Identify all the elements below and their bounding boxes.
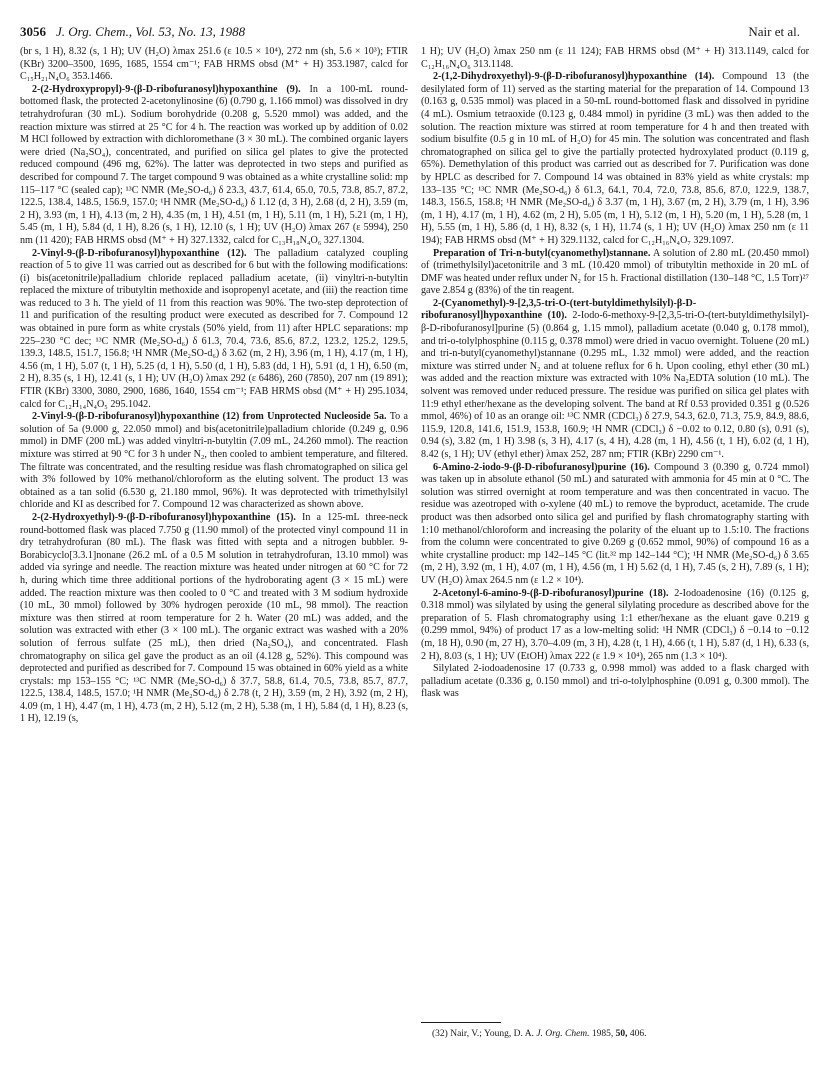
paragraph-text: In a 100-mL round-bottomed flask, the protected 2-acetonylinosine (6) (0.790 g, 1.166 mmol) was dissolved in dry tetrahydrofuran (30 mL). Sodium borohydride (0.208 g, 5.520 mmol) was added, and the reaction mixture was stirred at 25 °C for 4 h. The reaction was worked up by addition of 0.02 M HCl followed by extraction with dichloromethane (3 × 30 mL). The combined organic layers were dried (Na₂SO₄), concentrated, and purified on silica gel plates to give the protected reduced compound (496 mg, 62%). The latter was deprotected in two steps and purified as described for compound 7. The target compound 9 was obtained as a white crystalline solid: mp 115–117 °C (sealed cap); ¹³C NMR (Me₂SO-d₆) δ 23.3, 43.7, 61.4, 65.0, 70.5, 73.8, 85.7, 87.2, 122.5, 138.4, 148.5, 156.9, 157.0; ¹H NMR (Me₂SO-d₆) δ 1.12 (d, 3 H), 2.68 (d, 2 H), 3.59 (m, 2 H), 3.93 (m, 1 H), 4.13 (m, 2 H), 4.35 (m, 1 H), 4.51 (m, 1 H), 5.11 (m, 1 H), 5.21 (m, 1 H), 5.45 (m, 1 H), 5.84 (d, 1 H), 8.26 (s, 1 H), 12.10 (s, 1 H); UV (H₂O) λmax 267 (ε 5994), 250 nm (11 420); FAB HRMS obsd (M⁺ + H) 327.1332, calcd for C₁₃H₁₈N₄O₆ 327.1304. <box>20 83 409 246</box>
paragraph-text: (br s, 1 H), 8.32 (s, 1 H); UV (H₂O) λmax 251.6 (ε 10.5 × 10⁴), 272 nm (sh, 5.6 × 10³); FTIR (KBr) 3200–3500, 1695, 1685, 1554 cm⁻¹; FAB HRMS obsd (M⁺ + H) 353.1987, calcd for C₁₅H₂₁N₄O₆ 353.1466. <box>20 46 408 83</box>
page-number: 3056 <box>20 24 46 39</box>
paragraph-text: Compound 3 (0.390 g, 0.724 mmol) was taken up in absolute ethanol (50 mL) and saturated with ammonia for 45 min at 0 °C. The solution was stirred overnight at room temperature and was then concentrated in vacuo. The residue was azeotroped with o-xylene (40 mL) to remove the byproduct, acetamide. The crude product was then adsorbed onto silica gel and purified by flash chromatography starting with 1:10 methanol/chloroform and increasing the polarity of the eluant up to 1.5:10. The fractions from the column were concentrated to give 0.269 g (0.652 mmol, 90%) of compound 16 as a white crystalline product: mp 142–145 °C (lit.³² mp 142–144 °C); ¹H NMR (Me₂SO-d₆) δ 3.65 (m, 2 H), 3.92 (m, 1 H), 4.07 (m, 1 H), 4.56 (m, 1 H) 5.62 (d, 1 H), 7.45 (s, 2 H), 7.89 (s, 1 H); UV (H₂O) λmax 264.5 nm (ε 1.2 × 10⁴). <box>421 461 809 586</box>
left-column <box>20 46 408 726</box>
footnote-journal: J. Org. Chem. <box>536 1029 590 1039</box>
paragraph <box>421 663 809 701</box>
right-column <box>421 46 809 701</box>
section-heading: 2-(Cyanomethyl)-9-[2,3,5-tri-O-(tert-butyldimethylsilyl)-β-D-ribofuranosyl]hypoxanthine (10). <box>421 297 697 322</box>
paragraph <box>20 512 408 726</box>
footnote-authors: Nair, V.; Young, D. A. <box>450 1029 534 1039</box>
section-heading: 2-(1,2-Dihydroxyethyl)-9-(β-D-ribofuranosyl)hypoxanthine (14). <box>433 71 715 83</box>
footnote <box>432 1028 802 1040</box>
section-heading: Preparation of Tri-n-butyl(cyanomethyl)stannane. <box>433 247 651 259</box>
running-header <box>20 24 800 44</box>
section-heading: 2-(2-Hydroxypropyl)-9-(β-D-ribofuranosyl)hypoxanthine (9). <box>32 83 301 95</box>
footnote-year: 1985, <box>591 1029 614 1039</box>
footnote-marker: (32) <box>432 1029 448 1039</box>
section-heading: 2-Vinyl-9-(β-D-ribofuranosyl)hypoxanthine (12) from Unprotected Nucleoside 5a. <box>32 411 387 423</box>
paragraph <box>421 248 809 298</box>
footnote-volume: 50, <box>615 1029 628 1039</box>
paragraph-text: Silylated 2-iodoadenosine 17 (0.733 g, 0.998 mmol) was added to a flask charged with palladium acetate (0.336 g, 0.150 mmol) and tri-o-tolylphosphine (0.091 g, 0.300 mmol). The flask was <box>421 663 809 700</box>
journal-citation: J. Org. Chem., Vol. 53, No. 13, 1988 <box>56 24 246 39</box>
running-authors: Nair et al. <box>748 24 800 39</box>
paragraph <box>20 248 408 412</box>
paragraph <box>421 588 809 664</box>
paragraph-text: 1 H); UV (H₂O) λmax 250 nm (ε 11 124); FAB HRMS obsd (M⁺ + H) 313.1149, calcd for C₁₂H₁₆N₄O₆ 313.1148. <box>421 46 809 70</box>
section-heading: 2-(2-Hydroxyethyl)-9-(β-D-ribofuranosyl)hypoxanthine (15). <box>32 511 296 523</box>
paragraph <box>421 462 809 588</box>
paragraph-text: To a solution of 5a (9.000 g, 22.050 mmol) and bis(acetonitrile)palladium chloride (0.249 g, 0.96 mmol) in DMF (200 mL) was added vinyltri-n-butyltin (7.09 mL, 24.260 mmol). The reaction mixture was stirred at 90 °C for 3 h under N₂, then cooled to ambient temperature, and filtered. The filtrate was concentrated, and the resulting residue was flash chromatographed on silica gel with 3% followed by 10% methanol/chloroform as the eluting solvent. The product 13 was obtained as a tan solid (6.530 g, 21.180 mmol, 96%). It was deprotected with trimethylsilyl chloride and KI as described for 7. Compound 12 was characterized as shown above. <box>20 411 408 511</box>
paragraph <box>421 46 809 71</box>
paragraph-text: A solution of 2.80 mL (20.450 mmol) of (trimethylsilyl)acetonitrile and 3 mL (10.420 mmol) of tributyltin methoxide in 20 mL of DMF was heated under reflux under N₂ for 15 h. Fractional distillation (130–148 °C, 1.5 Torr)²⁷ gave 2.854 g (83%) of the tin reagent. <box>421 247 809 297</box>
paragraph <box>20 411 408 512</box>
section-heading: 6-Amino-2-iodo-9-(β-D-ribofuranosyl)purine (16). <box>433 461 650 473</box>
paragraph-text: In a 125-mL three-neck round-bottomed flask was placed 7.750 g (11.90 mmol) of the protected vinyl compound 11 in dry tetrahydrofuran (80 mL). The flask was fitted with septa and a nitrogen bubbler. 9-Borabicyclo[3.3.1]nonane (26.2 mL of a 0.5 M solution in tetrahydrofuran, 13.10 mmol) was added via syringe and needle. The reaction mixture was heated under nitrogen at 60 °C for 72 h, during which time three additional portions of the hydroborating agent (3 × 15 mL) were added. The reaction mixture was then cooled to 0 °C and treated with 3 M sodium hydroxide (10 mL, 30 mmol) followed by 30% hydrogen peroxide (10 mL, 98 mmol). The reaction mixture was then stirred at room temperature for 2 h. Water (20 mL) was added, and the solution was extracted with ether (3 × 100 mL). The organic extract was washed with a 20% solution of ferrous sulfate (25 mL), then dried (Na₂SO₄), and concentrated. Flash chromatography on silica gel gave the product as an oil (4.128 g, 52%). This compound was deprotected and purified as described for 7. Compound 15 was obtained in 60% yield as a white crystals: mp 153–155 °C; ¹³C NMR (Me₂SO-d₆) δ 37.7, 58.8, 61.4, 70.5, 73.8, 85.7, 87.7, 122.5, 138.4, 148.5, 157.0; ¹H NMR (Me₂SO-d₆) δ 2.78 (t, 2 H), 3.59 (m, 2 H), 3.92 (m, 2 H), 4.09 (m, 1 H), 4.47 (m, 1 H), 4.73 (m, 2 H), 5.12 (m, 2 H), 5.38 (m, 1 H), 5.84 (d, 1 H), 8.23 (s, 1 H), 12.19 (s, <box>20 511 408 725</box>
paragraph <box>20 46 408 84</box>
paragraph-text: Compound 13 (the desilylated form of 11) served as the starting material for the preparation of 14. Compound 13 (0.163 g, 0.535 mmol) was placed in a 50-mL round-bottomed flask and dissolved in pyridine (4 mL). Osmium tetraoxide (0.123 g, 0.484 mmol) in pyridine (3 mL) was then added to the solution. The reaction mixture was stirred at room temperature for 4 h and then treated with sodium bisulfite (0.5 g in 10 mL of H₂O) for 45 min. The solution was concentrated and flash chromatographed on silica gel to give the partially protected hydroxylated product (0.119 g, 65%). Demethylation of this product was carried out as described for 7. Purification was done by HPLC as described for 7. Compound 14 was obtained in 83% yield as white crystals: mp 133–135 °C; ¹³C NMR (Me₂SO-d₆) δ 61.3, 64.1, 70.4, 72.0, 73.8, 85.6, 87.0, 122.9, 138.7, 148.3, 156.5, 158.8; ¹H NMR (Me₂SO-d₆) δ 3.37 (m, 1 H), 3.67 (m, 2 H), 3.79 (m, 1 H), 3.96 (m, 1 H), 4.17 (m, 1 H), 4.62 (m, 2 H), 5.05 (m, 1 H), 5.12 (m, 1 H), 5.20 (m, 1 H), 5.28 (m, 1 H), 5.55 (m, 1 H), 5.86 (d, 1 H), 8.32 (s, 1 H), 11.74 (s, 1 H); UV (H₂O) λmax 250 nm (ε 11 194); FAB HRMS obsd (M⁺ + H) 329.1132, calcd for C₁₂H₁₆N₄O₇ 329.1097. <box>421 71 809 246</box>
paragraph <box>20 84 408 248</box>
footnote-divider <box>421 1022 501 1023</box>
paragraph <box>421 71 809 247</box>
section-heading: 2-Vinyl-9-(β-D-ribofuranosyl)hypoxanthine (12). <box>32 247 247 259</box>
paragraph-text: 2-Iodoadenosine (16) (0.125 g, 0.318 mmol) was silylated by using the general silylating procedure as described above for the preparation of 5. Flash chromatography using 1:1 ether/hexane as the eluant gave 0.219 g (0.299 mmol, 94%) of product 17 as a low-melting solid: ¹H NMR (CDCl₃) δ −0.14 to −0.12 (m, 18 H), 0.90 (m, 27 H), 3.70–4.09 (m, 3 H), 4.28 (t, 1 H), 4.66 (t, 1 H), 5.87 (d, 1 H), 6.33 (s, 2 H), 8.03 (s, 1 H); UV (EtOH) λmax 222 (ε 1.9 × 10⁴), 265 nm (1.3 × 10⁴). <box>421 587 810 662</box>
footnote-page: 406. <box>629 1029 647 1039</box>
section-heading: 2-Acetonyl-6-amino-9-(β-D-ribofuranosyl)purine (18). <box>433 587 669 599</box>
paragraph-text: 2-Iodo-6-methoxy-9-[2,3,5-tri-O-(tert-butyldimethylsilyl)-β-D-ribofuranosyl]purine (5) (0.864 g, 1.15 mmol), palladium acetate (0.040 g, 0.178 mmol), and tri-o-tolylphosphine (0.115 g, 0.378 mmol) were dried in vacuo overnight. Toluene (20 mL) and tri-n-butyl(cyanomethyl)stannane (0.295 mL, 1.32 mmol) were added, and the reaction mixture was stirred under N₂ and at toluene reflux for 6 h. Upon cooling, ethyl ether (30 mL) was added and the reaction mixture was extracted with 10% Na₂EDTA solution (10 mL). The solvent was removed under reduced pressure. The residue was purified on silica gel plates with 11:9 ethyl ether/hexane as the developing solvent. The band at Rf 0.53 provided 0.351 g (0.526 mmol, 46%) of 10 as an orange oil: ¹³C NMR (CDCl₃) δ 27.9, 54.3, 62.0, 71.3, 75.9, 84.9, 88.6, 115.9, 120.8, 141.6, 151.9, 153.8, 160.9; ¹H NMR (CDCl₃) δ −0.02 to 0.12, 0.80 (s), 0.91 (s), 0.94 (s), 3.82 (m, 1 H) 3.98 (s, 3 H), 4.17 (s, 4 H), 4.28 (m, 1 H), 4.56 (t, 1 H), 6.02 (d, 1 H), 8.42 (s, 1 H); UV (ethyl ether) λmax 252, 287 nm; FTIR (KBr) 2290 cm⁻¹. <box>421 310 809 460</box>
paragraph <box>421 298 809 462</box>
paragraph-text: The palladium catalyzed coupling reaction of 5 to give 11 was carried out as described for 6 but with the following modifications: (i) bis(acetonitrile)palladium chloride replaced palladium acetate, (ii) vinyltri-n-butyltin replaced the mixture of tributyltin methoxide and isopropenyl acetate, and (iii) the reaction time was reduced to 3 h. The yield of 11 from this reaction was 90%. The two-step deprotection of 11 and purification of the resulting product were executed as described for 7. Compound 12 was obtained in pure form as white crystals (50% yield, from 11) after HPLC separations: mp 225–230 °C dec; ¹³C NMR (Me₂SO-d₆) δ 61.3, 70.4, 73.6, 85.6, 87.2, 123.2, 125.2, 129.5, 139.3, 148.5, 151.7, 156.8; ¹H NMR (Me₂SO-d₆) δ 3.62 (m, 2 H), 3.96 (m, 1 H), 4.17 (m, 1 H), 4.56 (m, 1 H), 5.07 (t, 1 H), 5.25 (d, 1 H), 5.50 (d, 1 H), 5.83 (dd, 1 H), 5.91 (d, 1 H), 6.50 (m, 2 H), 8.35 (s, 1 H), 12.41 (s, 1 H); UV (H₂O) λmax 292 (ε 6486), 260 (7850), 207 nm (19 891); FTIR (KBr) 3300, 3080, 2900, 1686, 1640, 1554 cm⁻¹; FAB HRMS obsd (M⁺ + H) 295.1034, calcd for C₁₂H₁₄N₄O₅ 295.1042. <box>20 247 409 410</box>
